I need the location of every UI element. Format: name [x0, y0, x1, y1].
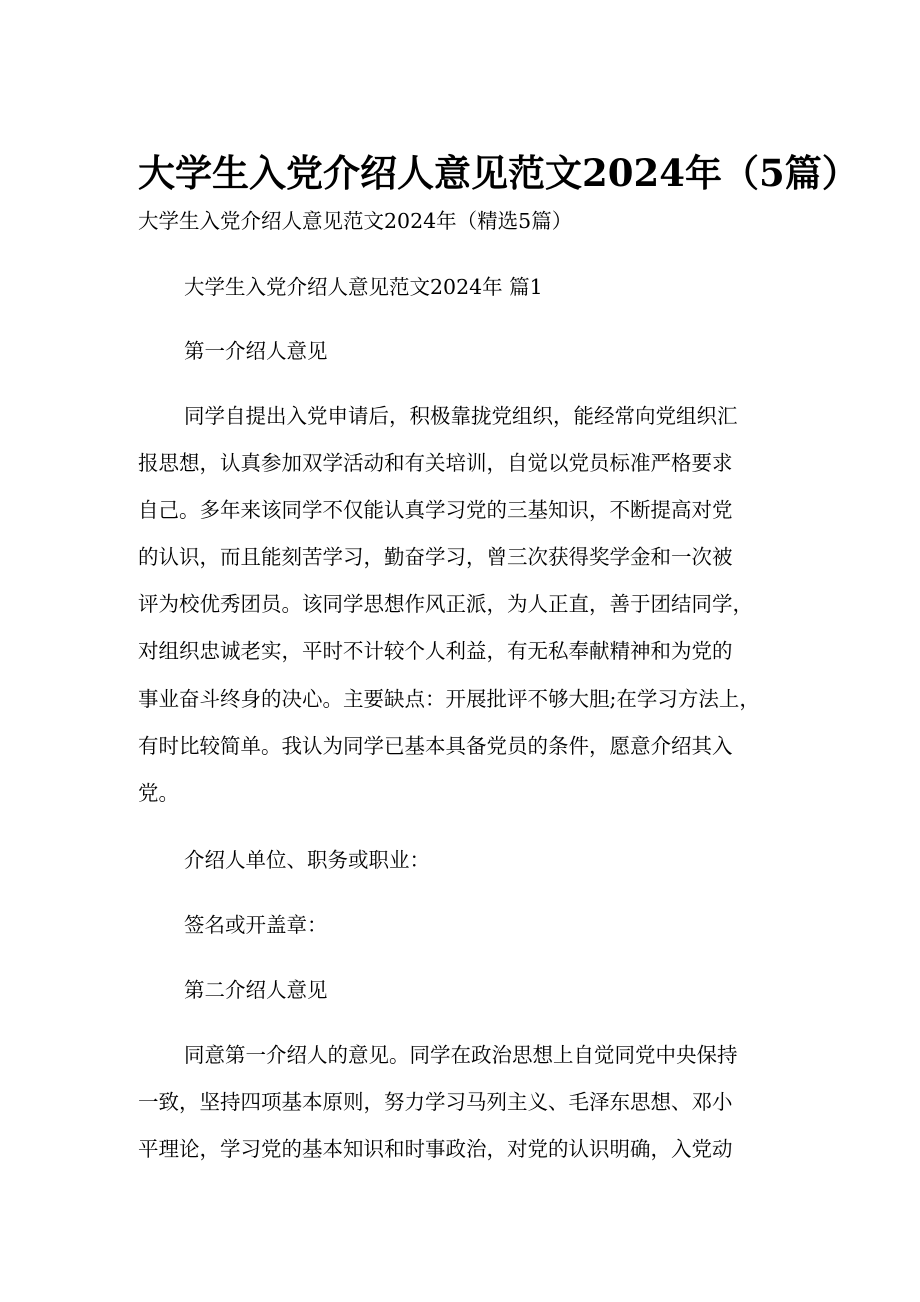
- paragraph-line: 事业奋斗终身的决心。主要缺点：开展批评不够大胆;在学习方法上，: [138, 687, 760, 711]
- paragraph-line: 同学自提出入党申请后，积极靠拢党组织，能经常向党组织汇: [184, 404, 738, 428]
- second-introducer-heading: 第二介绍人意见: [184, 978, 328, 1002]
- paragraph-line: 对组织忠诚老实，平时不计较个人利益，有无私奉献精神和为党的: [138, 639, 733, 663]
- paragraph-line: 的认识，而且能刻苦学习，勤奋学习，曾三次获得奖学金和一次被: [138, 545, 733, 569]
- paragraph-line: 自己。多年来该同学不仅能认真学习党的三基知识，不断提高对党: [138, 498, 733, 522]
- first-introducer-heading: 第一介绍人意见: [184, 339, 328, 363]
- document-title: 大学生入党介绍人意见范文2024年（5篇）: [138, 151, 859, 195]
- introducer-unit-label: 介绍人单位、职务或职业：: [184, 848, 430, 872]
- section-heading: 大学生入党介绍人意见范文2024年 篇1: [184, 275, 543, 299]
- paragraph-line: 评为校优秀团员。该同学思想作风正派，为人正直，善于团结同学，: [138, 592, 753, 616]
- paragraph-line: 报思想，认真参加双学活动和有关培训，自觉以党员标准严格要求: [138, 451, 733, 475]
- document-subtitle: 大学生入党介绍人意见范文2024年（精选5篇）: [138, 209, 573, 233]
- paragraph-line: 平理论，学习党的基本知识和时事政治，对党的认识明确，入党动: [138, 1137, 733, 1161]
- paragraph-line: 有时比较简单。我认为同学已基本具备党员的条件，愿意介绍其入: [138, 734, 733, 758]
- signature-label: 签名或开盖章：: [184, 913, 328, 937]
- paragraph-line: 一致，坚持四项基本原则，努力学习马列主义、毛泽东思想、邓小: [138, 1090, 733, 1114]
- paragraph-line: 党。: [138, 781, 179, 805]
- paragraph-line: 同意第一介绍人的意见。同学在政治思想上自觉同党中央保持: [184, 1043, 738, 1067]
